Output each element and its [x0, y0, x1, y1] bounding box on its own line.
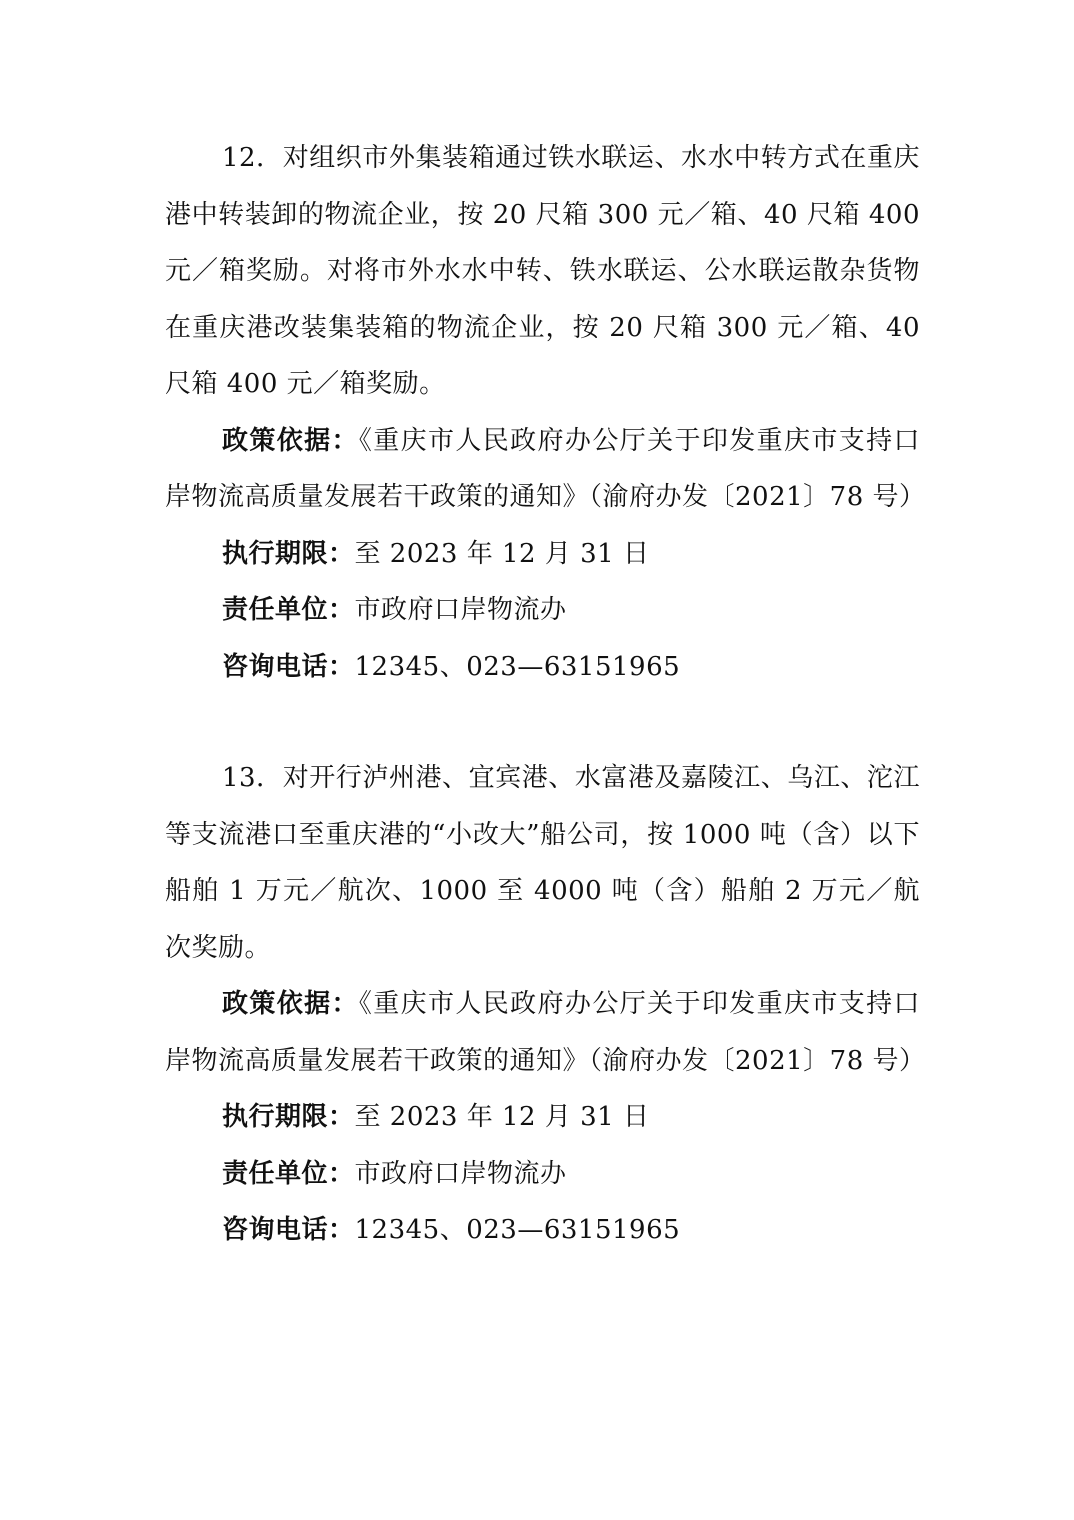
- policy-phone: [165, 1202, 920, 1259]
- policy-unit: [165, 1146, 920, 1203]
- period-value: 至 2023 年 12 月 31 日: [354, 538, 650, 569]
- policy-period: [165, 526, 920, 583]
- policy-body: 13．对开行泸州港、宜宾港、水富港及嘉陵江、乌江、沱江等支流港口至重庆港的“小改大”船公司，按 1000 吨（含）以下船舶 1 万元／航次、1000 至 4000 吨（含）船舶 2 万元／航次奖励。: [165, 763, 920, 963]
- basis-label: 政策依据：: [222, 989, 359, 1019]
- unit-value: 市政府口岸物流办: [354, 1158, 567, 1189]
- policy-period: [165, 1089, 920, 1146]
- phone-value: 12345、023—63151965: [354, 1215, 681, 1245]
- phone-label: 咨询电话：: [222, 651, 355, 682]
- policy-unit: [165, 582, 920, 639]
- period-value: 至 2023 年 12 月 31 日: [354, 1102, 650, 1132]
- period-label: 执行期限：: [222, 1102, 355, 1132]
- policy-item-13: [165, 750, 926, 1259]
- basis-label: 政策依据：: [222, 425, 359, 456]
- phone-label: 咨询电话：: [222, 1215, 355, 1245]
- phone-value: 12345、023—63151965: [354, 651, 681, 682]
- unit-label: 责任单位：: [222, 1158, 355, 1189]
- period-label: 执行期限：: [222, 538, 355, 569]
- basis-value: 《重庆市人民政府办公厅关于印发重庆市支持口岸物流高质量发展若干政策的通知》（渝府办发〔2021〕78 号）: [165, 989, 926, 1076]
- policy-item-12: [165, 130, 926, 695]
- basis-value: 《重庆市人民政府办公厅关于印发重庆市支持口岸物流高质量发展若干政策的通知》（渝府办发〔2021〕78 号）: [165, 425, 926, 512]
- unit-value: 市政府口岸物流办: [354, 595, 567, 625]
- policy-phone: [165, 639, 920, 696]
- unit-label: 责任单位：: [222, 595, 355, 625]
- policy-basis: [165, 976, 926, 1089]
- policy-basis: [165, 413, 926, 526]
- policy-body: 12．对组织市外集装箱通过铁水联运、水水中转方式在重庆港中转装卸的物流企业，按 20 尺箱 300 元／箱、40 尺箱 400 元／箱奖励。对将市外水水中转、铁水联运、公水联运散杂货物在重庆港改装集装箱的物流企业，按 20 尺箱 300 元／箱、40 尺箱 400 元／箱奖励。: [165, 143, 920, 399]
